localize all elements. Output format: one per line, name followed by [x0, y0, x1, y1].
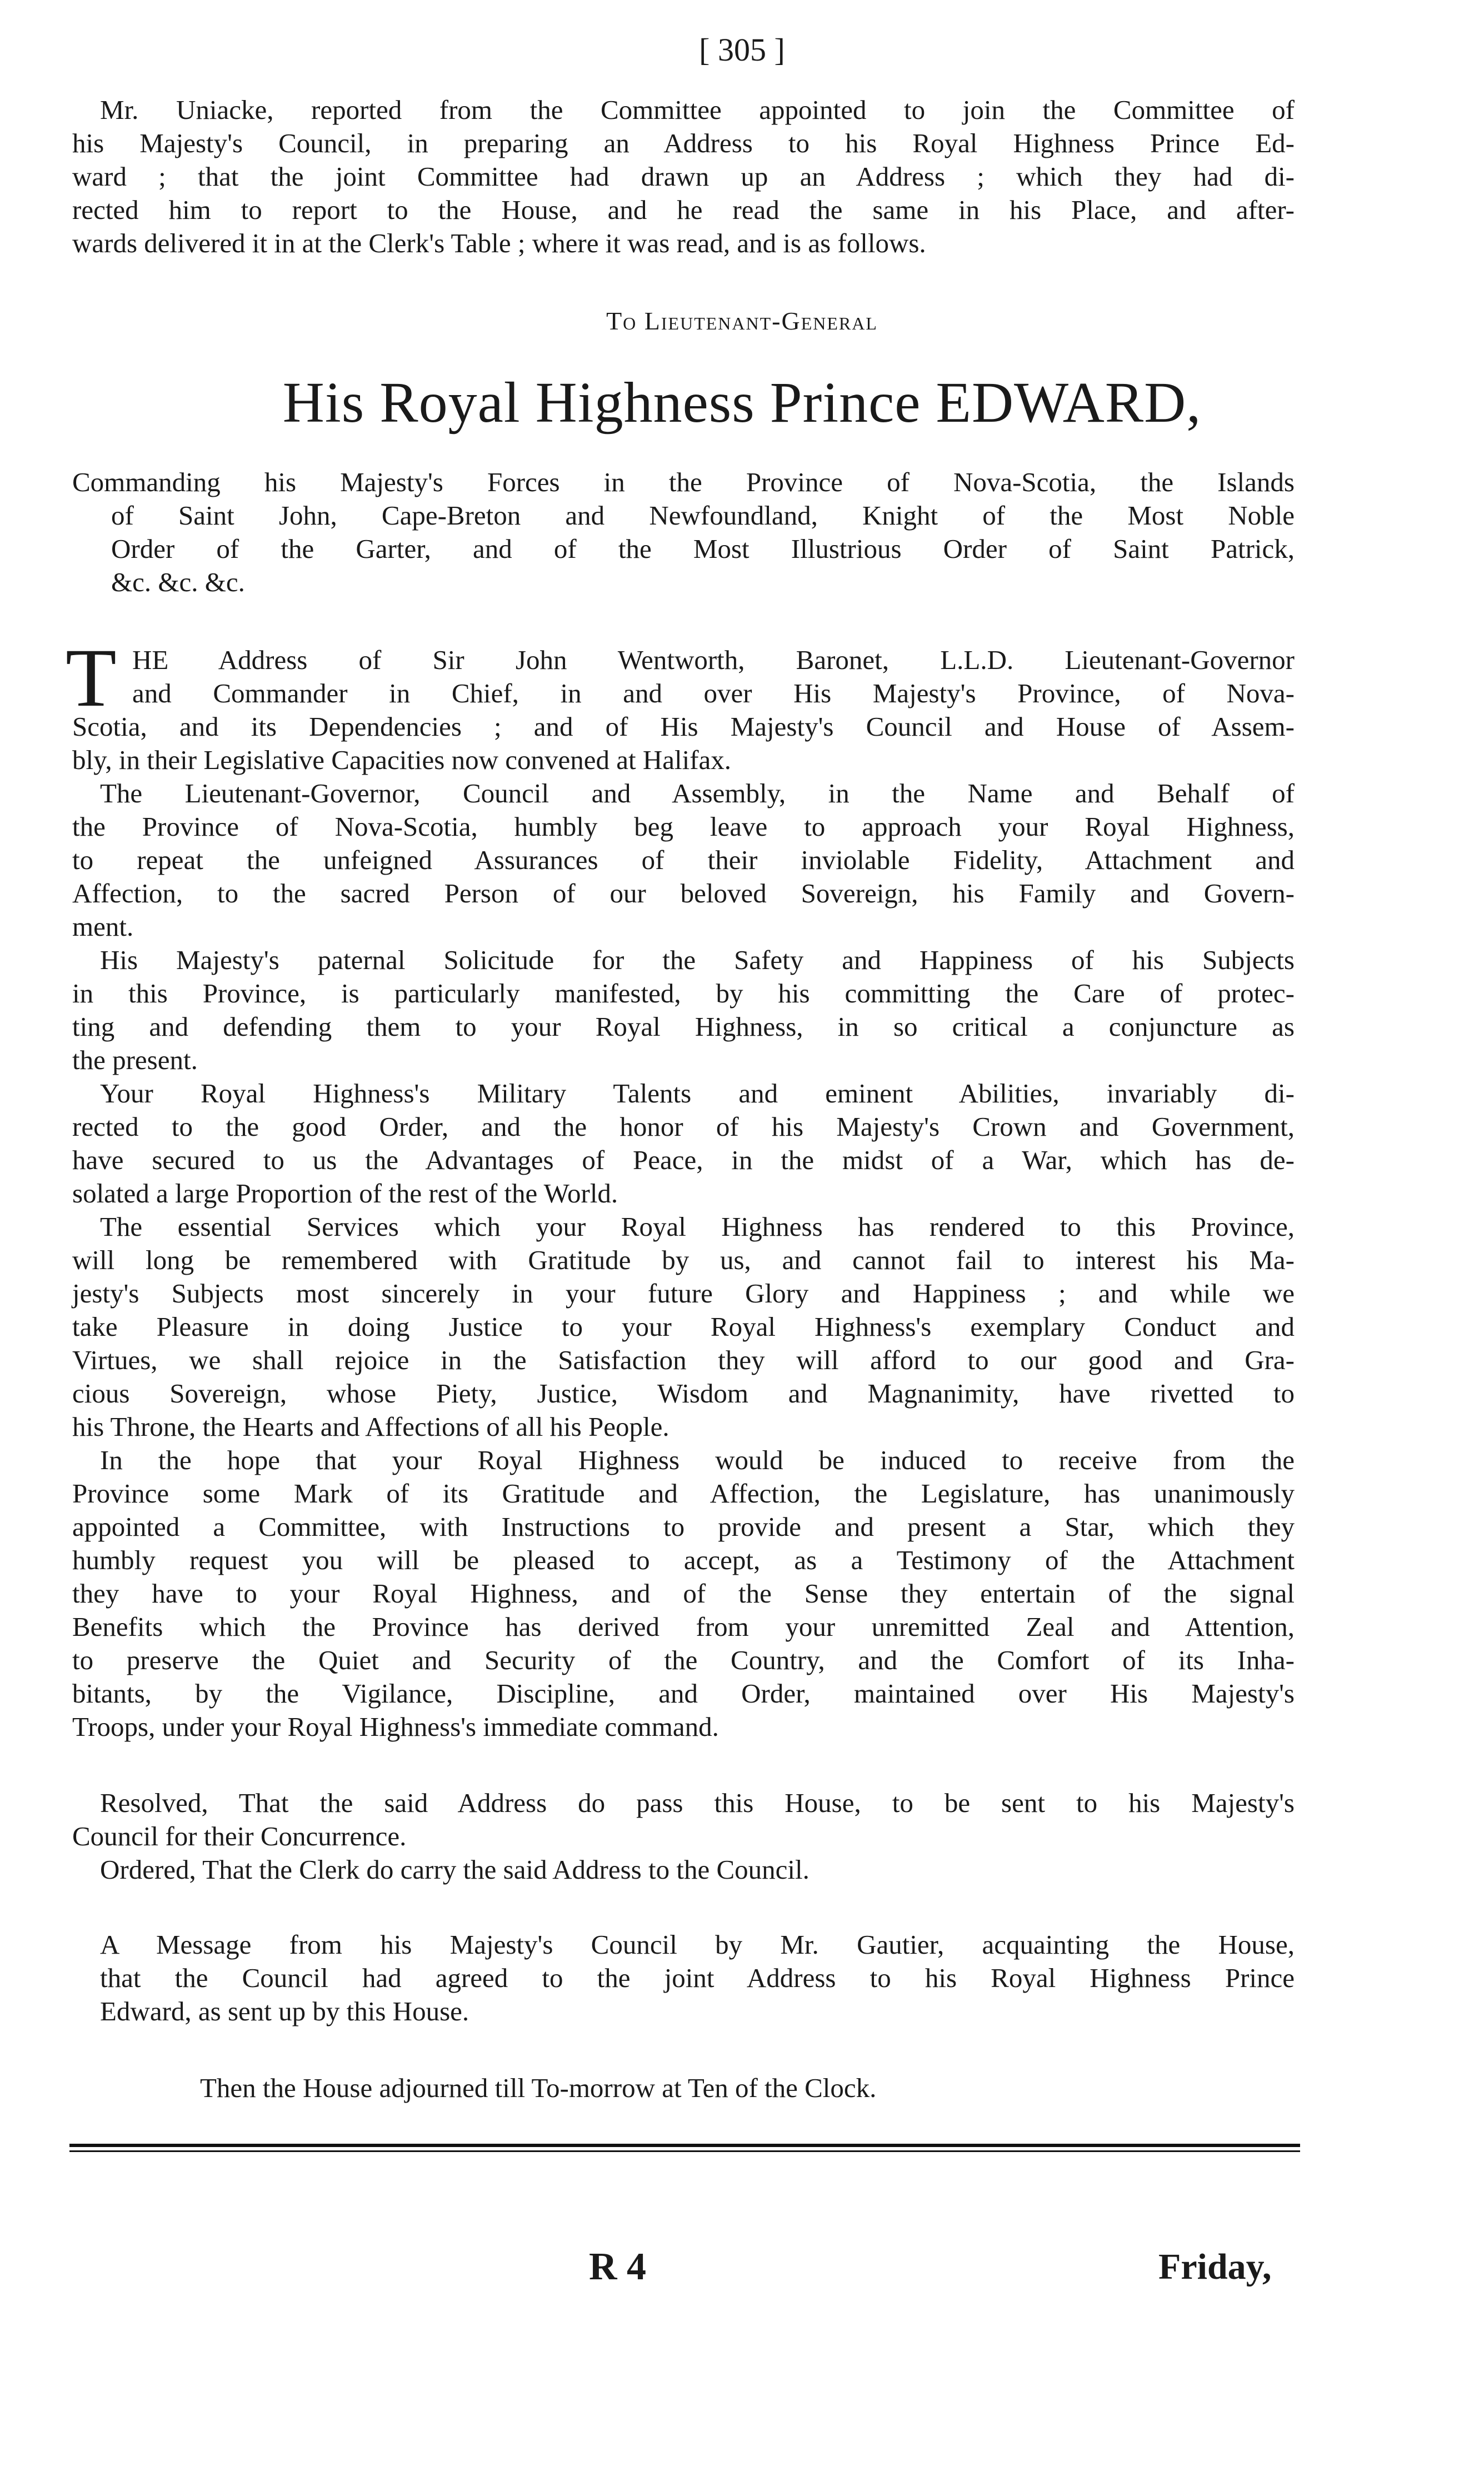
address-line: bly, in their Legislative Capacities now convened at Halifax.: [72, 745, 732, 775]
address-line: Affection, to the sacred Person of our beloved Sovereign, his Family and Govern-: [72, 878, 1295, 908]
address-line: HE Address of Sir John Wentworth, Baronet, L.L.D. Lieutenant-Governor: [132, 645, 1295, 675]
address-title: His Royal Highness Prince EDWARD,: [282, 371, 1202, 435]
address-line: take Pleasure in doing Justice to your Royal Highness's exemplary Conduct and: [72, 1311, 1295, 1342]
address-line: his Throne, the Hearts and Affections of all his People.: [72, 1411, 669, 1442]
address-line: Benefits which the Province has derived from your unremitted Zeal and Attention,: [72, 1611, 1295, 1642]
drop-cap: T: [66, 632, 117, 724]
address-line: humbly request you will be pleased to accept, as a Testimony of the Attachment: [72, 1545, 1295, 1575]
divider-rule-thick: [69, 2144, 1300, 2147]
address-line: The Lieutenant-Governor, Council and Assembly, in the Name and Behalf of: [100, 778, 1295, 808]
address-line: and Commander in Chief, in and over His Majesty's Province, of Nova-: [132, 678, 1295, 708]
resolved-line: Resolved, That the said Address do pass this House, to be sent to his Majesty's: [100, 1788, 1295, 1818]
divider-rule-thin: [69, 2150, 1300, 2152]
catchword: Friday,: [1158, 2247, 1272, 2287]
report-line: wards delivered it in at the Clerk's Table ; where it was read, and is as follows.: [72, 228, 926, 258]
message-line: that the Council had agreed to the joint Address to his Royal Highness Prince: [100, 1963, 1295, 1993]
signature-mark: R 4: [589, 2245, 647, 2288]
address-line: to repeat the unfeigned Assurances of their inviolable Fidelity, Attachment and: [72, 845, 1295, 875]
address-line: to preserve the Quiet and Security of the Country, and the Comfort of its Inha-: [72, 1645, 1295, 1675]
address-line: the Province of Nova-Scotia, humbly beg leave to approach your Royal Highness,: [72, 811, 1295, 842]
address-line: appointed a Committee, with Instructions to provide and present a Star, which they: [72, 1511, 1295, 1542]
address-line: they have to your Royal Highness, and of the Sense they entertain of the signal: [72, 1578, 1295, 1609]
commanding-line: of Saint John, Cape-Breton and Newfoundland, Knight of the Most Noble: [111, 500, 1295, 531]
report-line: Mr. Uniacke, reported from the Committee appointed to join the Committee of: [100, 94, 1295, 125]
commanding-line: Order of the Garter, and of the Most Illustrious Order of Saint Patrick,: [111, 533, 1295, 564]
address-line: have secured to us the Advantages of Peace, in the midst of a War, which has de-: [72, 1145, 1295, 1175]
address-line: Your Royal Highness's Military Talents and eminent Abilities, invariably di-: [100, 1078, 1295, 1109]
message-line: Edward, as sent up by this House.: [100, 1996, 469, 2026]
address-to-line: To Lieutenant-General: [606, 307, 878, 335]
page-number: [ 305 ]: [699, 32, 785, 68]
address-line: jesty's Subjects most sincerely in your future Glory and Happiness ; and while we: [72, 1278, 1295, 1309]
address-line: Province some Mark of its Gratitude and Affection, the Legislature, has unanimously: [72, 1478, 1295, 1509]
address-line: rected to the good Order, and the honor of his Majesty's Crown and Government,: [72, 1111, 1295, 1142]
message-line: A Message from his Majesty's Council by Mr. Gautier, acquainting the House,: [100, 1929, 1295, 1960]
address-line: In the hope that your Royal Highness would be induced to receive from the: [100, 1445, 1295, 1475]
report-line: ward ; that the joint Committee had drawn up an Address ; which they had di-: [72, 161, 1295, 192]
adjourned-line: Then the House adjourned till To-morrow at Ten of the Clock.: [200, 2073, 877, 2103]
address-line: solated a large Proportion of the rest of the World.: [72, 1178, 618, 1209]
address-line: Troops, under your Royal Highness's immediate command.: [72, 1711, 719, 1742]
address-line: the present.: [72, 1045, 198, 1075]
address-line: bitants, by the Vigilance, Discipline, and Order, maintained over His Majesty's: [72, 1678, 1295, 1709]
report-line: rected him to report to the House, and he read the same in his Place, and after-: [72, 194, 1295, 225]
ordered-line: Ordered, That the Clerk do carry the said Address to the Council.: [100, 1854, 810, 1885]
address-line: His Majesty's paternal Solicitude for the Safety and Happiness of his Subjects: [100, 945, 1295, 975]
address-line: ting and defending them to your Royal Highness, in so critical a conjuncture as: [72, 1011, 1295, 1042]
address-line: ment.: [72, 911, 134, 942]
commanding-line: Commanding his Majesty's Forces in the Province of Nova-Scotia, the Islands: [72, 467, 1295, 497]
address-line: Virtues, we shall rejoice in the Satisfaction they will afford to our good and Gra-: [72, 1345, 1295, 1375]
address-line: in this Province, is particularly manifested, by his committing the Care of protec-: [72, 978, 1295, 1009]
commanding-line: &c. &c. &c.: [111, 567, 245, 597]
resolved-line: Council for their Concurrence.: [72, 1821, 407, 1851]
address-line: Scotia, and its Dependencies ; and of His Majesty's Council and House of Assem-: [72, 711, 1295, 742]
address-line: cious Sovereign, whose Piety, Justice, Wisdom and Magnanimity, have rivetted to: [72, 1378, 1295, 1409]
address-line: The essential Services which your Royal Highness has rendered to this Province,: [100, 1211, 1295, 1242]
report-line: his Majesty's Council, in preparing an Address to his Royal Highness Prince Ed-: [72, 128, 1295, 158]
address-line: will long be remembered with Gratitude by us, and cannot fail to interest his Ma-: [72, 1245, 1295, 1275]
